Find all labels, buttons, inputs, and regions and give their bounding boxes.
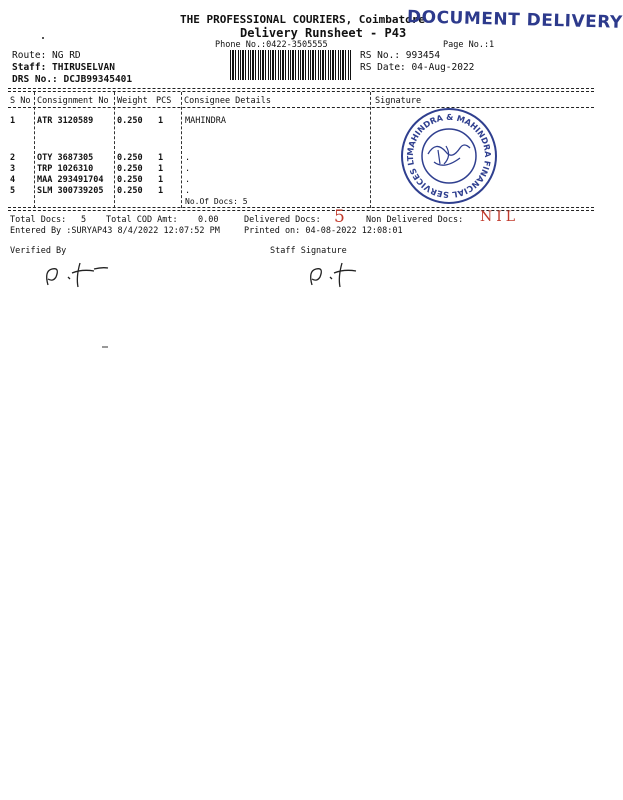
rs-number: RS No.: 993454	[360, 50, 441, 61]
row-sno: 3	[10, 164, 16, 174]
table-top-rule-2	[8, 91, 594, 92]
document-delivery-stamp: DOCUMENT DELIVERY	[406, 7, 623, 33]
col-divider	[181, 92, 182, 208]
col-weight: Weight	[117, 96, 148, 106]
col-divider	[370, 92, 371, 208]
runsheet-title: Delivery Runsheet - P43	[240, 26, 407, 40]
row-consignee: .	[185, 186, 191, 196]
barcode	[230, 50, 352, 80]
printed-on: Printed on: 04-08-2022 12:08:01	[244, 226, 403, 236]
row-pcs: 1	[158, 116, 164, 126]
delivered-docs-handwritten: 5	[334, 207, 345, 227]
total-cod-value: 0.00	[198, 215, 219, 225]
row-consignee: .	[185, 164, 191, 174]
phone-number: Phone No.:0422-3505555	[215, 40, 328, 50]
row-sno: 4	[10, 175, 16, 185]
row-weight: 0.250	[117, 164, 143, 174]
row-weight: 0.250	[117, 153, 143, 163]
table-bottom-rule	[8, 207, 594, 208]
row-sno: 5	[10, 186, 16, 196]
row-consignment: MAA 293491704	[37, 175, 104, 185]
rs-date: RS Date: 04-Aug-2022	[360, 62, 475, 73]
total-cod-label: Total COD Amt:	[106, 215, 178, 225]
row-sno: 2	[10, 153, 16, 163]
col-consignment: Consignment No	[37, 96, 109, 106]
scan-speck	[102, 346, 108, 348]
col-sno: S No	[10, 96, 31, 106]
staff-signature-label: Staff Signature	[270, 246, 347, 256]
company-name: THE PROFESSIONAL COURIERS, Coimbatore	[180, 13, 426, 26]
row-pcs: 1	[158, 175, 164, 185]
company-seal	[398, 106, 500, 206]
col-divider	[34, 92, 35, 208]
staff-signature-icon	[306, 255, 366, 291]
verified-signature-icon	[40, 255, 110, 291]
row-weight: 0.250	[117, 186, 143, 196]
col-consignee: Consignee Details	[184, 96, 271, 106]
row-weight: 0.250	[117, 175, 143, 185]
table-top-rule	[8, 88, 594, 89]
col-pcs: PCS	[156, 96, 172, 106]
non-delivered-handwritten: NIL	[480, 209, 520, 225]
page-number: Page No.:1	[443, 40, 495, 50]
row-consignee: .	[185, 153, 191, 163]
row-consignment: SLM 300739205	[37, 186, 104, 196]
scan-speck	[42, 37, 44, 39]
row-consignee: MAHINDRA	[185, 116, 226, 126]
seal-text: MAHINDRA & MAHINDRA FINANCIAL SERVICES LT	[404, 111, 494, 201]
row-consignment: TRP 1026310	[37, 164, 94, 174]
staff: Staff: THIRUSELVAN	[12, 62, 115, 73]
row-consignee: .	[185, 175, 191, 185]
row-sno: 1	[10, 116, 16, 126]
row-weight: 0.250	[117, 116, 143, 126]
row-consignment: OTY 3687305	[37, 153, 94, 163]
row-pcs: 1	[158, 153, 164, 163]
row-pcs: 1	[158, 164, 164, 174]
table-header-rule	[8, 107, 594, 108]
row-consignment: ATR 3120589	[37, 116, 94, 126]
col-divider	[114, 92, 115, 208]
drs-number: DRS No.: DCJB99345401	[12, 74, 133, 85]
route: Route: NG RD	[12, 50, 81, 61]
row-pcs: 1	[158, 186, 164, 196]
total-docs-value: 5	[81, 215, 87, 225]
company-seal-icon	[398, 106, 500, 206]
no-of-docs: No.Of Docs: 5	[185, 197, 248, 206]
total-docs-label: Total Docs:	[10, 215, 67, 225]
delivered-docs-label: Delivered Docs:	[244, 215, 321, 225]
verified-by-label: Verified By	[10, 246, 67, 256]
col-signature: Signature	[375, 96, 422, 106]
entered-by: Entered By :SURYAP43 8/4/2022 12:07:52 PM	[10, 226, 220, 236]
non-delivered-label: Non Delivered Docs:	[366, 215, 464, 225]
